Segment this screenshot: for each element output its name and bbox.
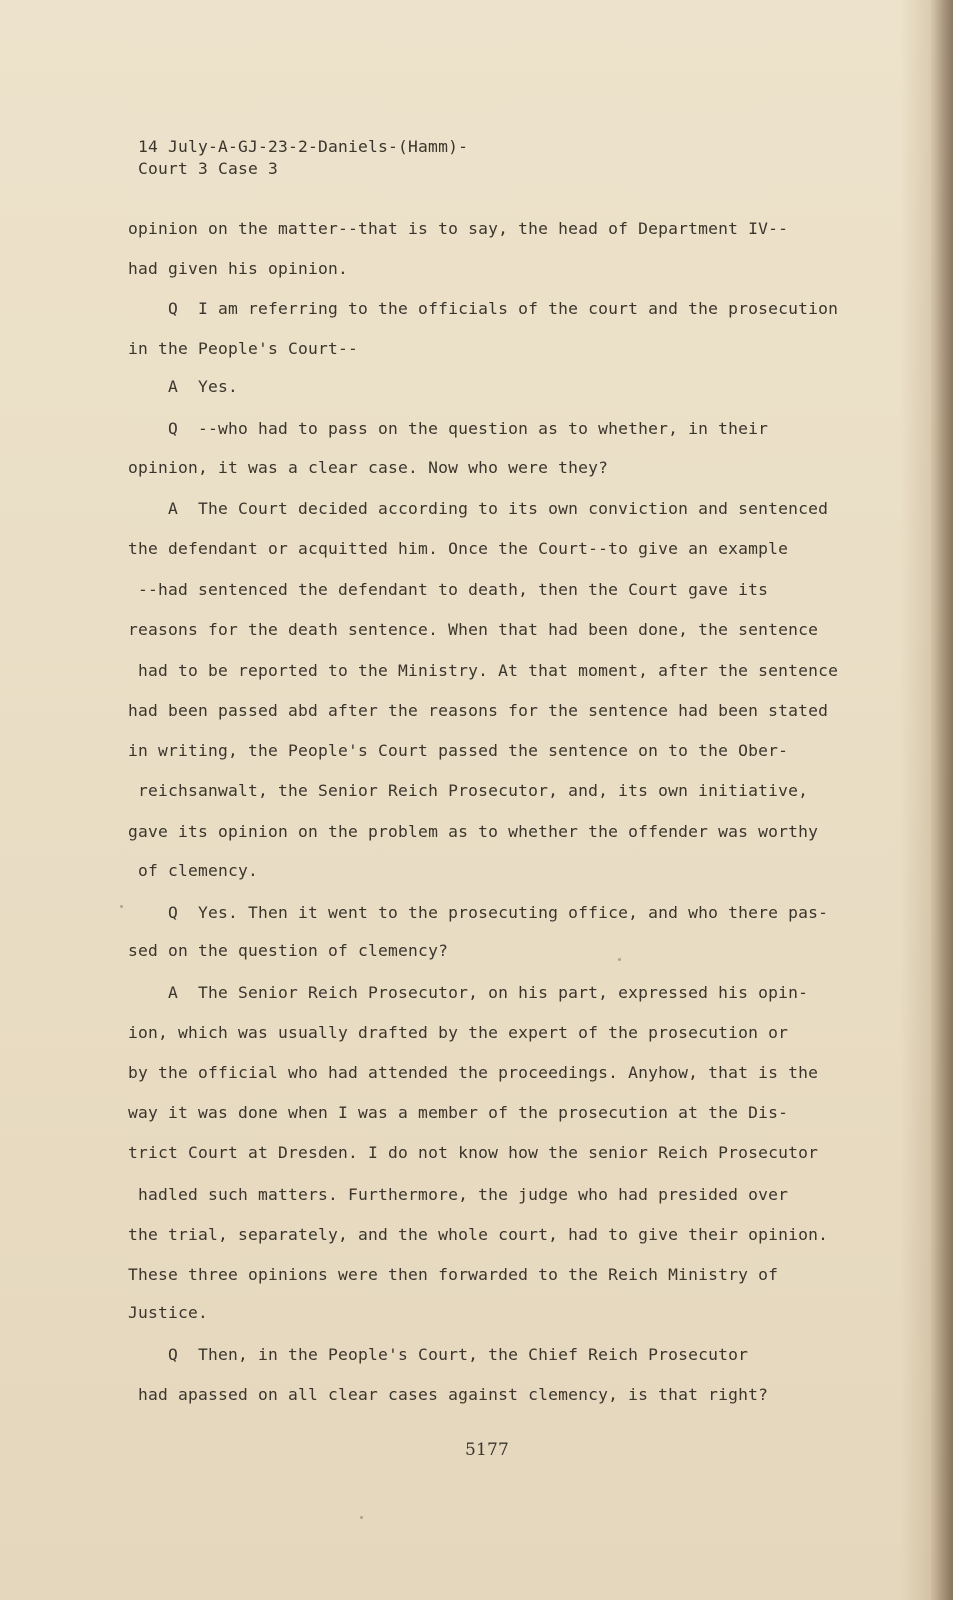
transcript-line: had given his opinion. xyxy=(128,259,349,278)
page-number: 5177 xyxy=(465,1440,510,1460)
transcript-line: in the People's Court-- xyxy=(128,339,359,358)
transcript-line: in writing, the People's Court passed the sentence on to the Ober- xyxy=(128,741,789,760)
transcript-line: way it was done when I was a member of the prosecution at the Dis- xyxy=(128,1103,789,1122)
transcript-line: trict Court at Dresden. I do not know how the senior Reich Prosecutor xyxy=(128,1143,819,1162)
transcript-line: the trial, separately, and the whole court, had to give their opinion. xyxy=(128,1225,829,1244)
transcript-line: had to be reported to the Ministry. At that moment, after the sentence xyxy=(128,661,839,680)
header-line-2: Court 3 Case 3 xyxy=(138,159,279,178)
transcript-line: opinion, it was a clear case. Now who were they? xyxy=(128,458,609,477)
document-header xyxy=(138,136,468,180)
transcript-line: A The Court decided according to its own conviction and sentenced xyxy=(128,499,829,518)
transcript-line: --had sentenced the defendant to death, then the Court gave its xyxy=(128,580,769,599)
transcript-line: sed on the question of clemency? xyxy=(128,941,449,960)
transcript-line: the defendant or acquitted him. Once the Court--to give an example xyxy=(128,539,789,558)
page-edge-shadow xyxy=(931,0,953,1600)
transcript-line: had apassed on all clear cases against clemency, is that right? xyxy=(128,1385,769,1404)
transcript-line: reichsanwalt, the Senior Reich Prosecutor, and, its own initiative, xyxy=(128,781,809,800)
transcript-line: gave its opinion on the problem as to whether the offender was worthy xyxy=(128,822,819,841)
transcript-line: had been passed abd after the reasons for the sentence had been stated xyxy=(128,701,829,720)
transcript-line: opinion on the matter--that is to say, the head of Department IV-- xyxy=(128,219,789,238)
transcript-line: A Yes. xyxy=(128,377,239,396)
transcript-line: Q Yes. Then it went to the prosecuting office, and who there pas- xyxy=(128,903,829,922)
transcript-line: Q I am referring to the officials of the court and the prosecution xyxy=(128,299,839,318)
header-line-1: 14 July-A-GJ-23-2-Daniels-(Hamm)- xyxy=(138,137,469,156)
transcript-line: Q --who had to pass on the question as to whether, in their xyxy=(128,419,769,438)
transcript-line: Q Then, in the People's Court, the Chief Reich Prosecutor xyxy=(128,1345,749,1364)
transcript-line: These three opinions were then forwarded to the Reich Ministry of xyxy=(128,1265,779,1284)
paper-speck xyxy=(360,1516,363,1519)
paper-speck xyxy=(120,905,123,908)
transcript-line: reasons for the death sentence. When that had been done, the sentence xyxy=(128,620,819,639)
transcript-line: ion, which was usually drafted by the expert of the prosecution or xyxy=(128,1023,789,1042)
transcript-line: by the official who had attended the proceedings. Anyhow, that is the xyxy=(128,1063,819,1082)
transcript-line: A The Senior Reich Prosecutor, on his part, expressed his opin- xyxy=(128,983,809,1002)
transcript-line: Justice. xyxy=(128,1303,209,1322)
paper-speck xyxy=(618,958,621,961)
transcript-line: hadled such matters. Furthermore, the judge who had presided over xyxy=(128,1185,789,1204)
transcript-line: of clemency. xyxy=(128,861,259,880)
